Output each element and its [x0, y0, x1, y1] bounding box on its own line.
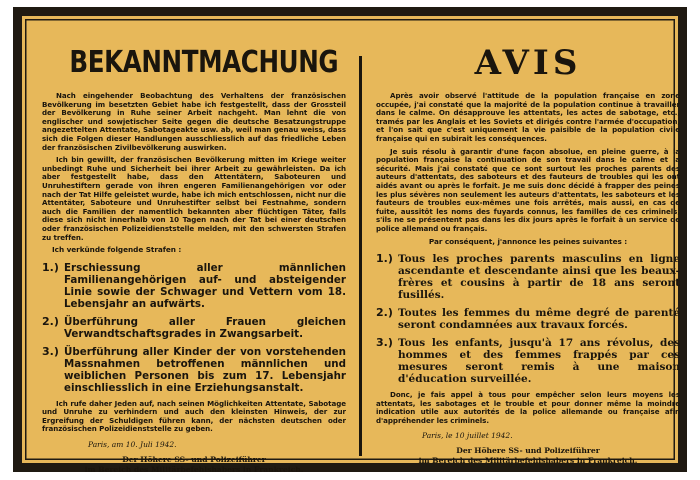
french-paragraph-1: Après avoir observé l'attitude de la population française en zone occupée, j'ai constaté que la majorité de la population continue à travailler dans le calme. On désapprouve les attentats, les actes de sabotage, etc., tramés par les Anglais et les Soviets et dirigés contre l'armée d'occupation, et l'on sait que c'est uniquement la vie paisible de la population civile française qui en subirait les conséquences.	[376, 91, 680, 143]
poster	[13, 7, 687, 472]
french-paragraph-2: Je suis résolu à garantir d'une façon absolue, en pleine guerre, à la population française la continuation de son travail dans le calme et la sécurité. Mais j'ai constaté que ce sont surtout les proches parents des auteurs d'attentats, des saboteurs et des fauteurs de troubles qui les ont aidés avant ou après le forfait. Je me suis donc décidé à frapper des peines les plus sévères non seulement les auteurs d'attentats, les saboteurs et les fauteurs de troubles eux-mêmes une fois arrêtés, mais aussi, en cas de fuite, aussitôt les noms des fuyards connus, les familles de ces criminels, s'ils ne se présentent pas dans les dix jours après le forfait à un service de police allemand ou français.	[376, 146, 680, 233]
penalty-text: Tous les enfants, jusqu'à 17 ans révolus, des hommes et des femmes frappés par ces mesures seront remis à une maison d'éducation surveillée.	[398, 337, 680, 386]
penalty-number: 1.)	[42, 260, 59, 274]
penalty-text: Überführung aller Frauen gleichen Verwandtschaftsgrades in Zwangsarbeit.	[64, 315, 346, 340]
french-closing: Donc, je fais appel à tous pour empêcher selon leurs moyens les attentats, les sabotages et le trouble et pour donner même la moindre indication utile aux autorités de la police allemande ou française afin d'appréhender les criminels.	[376, 390, 680, 425]
penalty-text: Überführung aller Kinder der von vorstehenden Massnahmen betroffenen männlichen und weiblichen Personen bis zum 17. Lebensjahr einschliesslich in eine Erziehungsanstalt.	[64, 345, 346, 394]
penalty-number: 2.)	[42, 314, 59, 328]
german-penalty-3	[42, 346, 346, 394]
penalty-number: 1.)	[376, 252, 393, 266]
german-penalty-1	[42, 262, 346, 310]
german-paragraph-2: Ich bin gewillt, der französischen Bevölkerung mitten im Kriege weiter unbedingt Ruhe und Sicherheit bei ihrer Arbeit zu gewährleisten. Da ich aber festgestellt habe, dass den Attentätern, Saboteuren und Unruhestiftern gerade von ihren engeren Familienangehörigen vor oder nach der Tat Hilfe geleistet wurde, habe ich mich entschlossen, nicht nur die Attentäter, Saboteure und Unruhestifter selbst bei Festnahme, sondern auch die Familien der namentlich bekannten aber flüchtigen Täter, falls diese sich nicht innerhalb von 10 Tagen nach der Tat bei einer deutschen oder französischen Polizeidienststelle melden, mit den schwersten Strafen zu treffen.	[42, 155, 346, 242]
french-signature-line-1: Der Höhere SS- und Polizeiführer	[456, 446, 600, 456]
french-place-date: Paris, le 10 juillet 1942.	[422, 431, 513, 441]
german-penalty-2	[42, 316, 346, 340]
penalty-text: Tous les proches parents masculins en ligne ascendante et descendante ainsi que les beaux-frères et cousins à partir de 18 ans seront fusillés.	[398, 253, 680, 302]
german-closing: Ich rufe daher Jeden auf, nach seinen Möglichkeiten Attentate, Sabotage und Unruhe zu verhindern und auch den kleinsten Hinweis, der zur Ergreifung der Schuldigen führen kann, der nächsten deutschen oder französischen Polizeidienststelle zu geben.	[42, 398, 346, 434]
penalty-text: Toutes les femmes du même degré de parenté seront condamnées aux travaux forcés.	[398, 307, 680, 332]
french-signature-line-2: im Bereich des Militärbefehlshabers in Frankreich.	[418, 455, 638, 465]
german-signature-line-2: im Bereich des Militärbefehlshabers in Frankreich.	[84, 464, 304, 474]
german-column	[42, 46, 346, 474]
penalty-text: Erschiessung aller männlichen Familienangehörigen auf- und absteigender Linie sowie der Schwager und Vettern vom 18. Lebensjahr an aufwärts.	[64, 261, 346, 310]
french-lead: Par conséquent, j'annonce les peines suivantes :	[428, 236, 628, 246]
penalty-number: 2.)	[376, 306, 393, 320]
french-penalty-3	[376, 337, 680, 385]
french-column	[376, 43, 680, 465]
penalty-number: 3.)	[42, 344, 59, 358]
french-penalty-1	[376, 253, 680, 301]
penalty-number: 3.)	[376, 336, 393, 350]
german-lead: Ich verkünde folgende Strafen :	[52, 245, 182, 255]
french-title: AVIS	[474, 43, 582, 83]
german-paragraph-1: Nach eingehender Beobachtung des Verhaltens der französischen Bevölkerung im besetzten Gebiet habe ich festgestellt, dass der Grossteil der Bevölkerung in Ruhe seiner Arbeit nachgeht. Man lehnt die von englischer und sowjetischer Seite gegen die deutsche Besatzungstruppe angezettelten Attentate, Sabotageakte usw. ab, weil man genau weiss, dass sich die Folgen dieser Handlungen ausschliesslich auf das friedliche Leben der französischen Zivilbevölkerung auswirken.	[42, 91, 346, 152]
german-title: BEKANNTMACHUNG	[69, 45, 339, 80]
column-divider	[359, 56, 362, 456]
french-penalty-2	[376, 307, 680, 331]
german-place-date: Paris, am 10. Juli 1942.	[88, 440, 177, 450]
german-signature-line-1: Der Höhere SS- und Polizeiführer	[122, 455, 266, 465]
